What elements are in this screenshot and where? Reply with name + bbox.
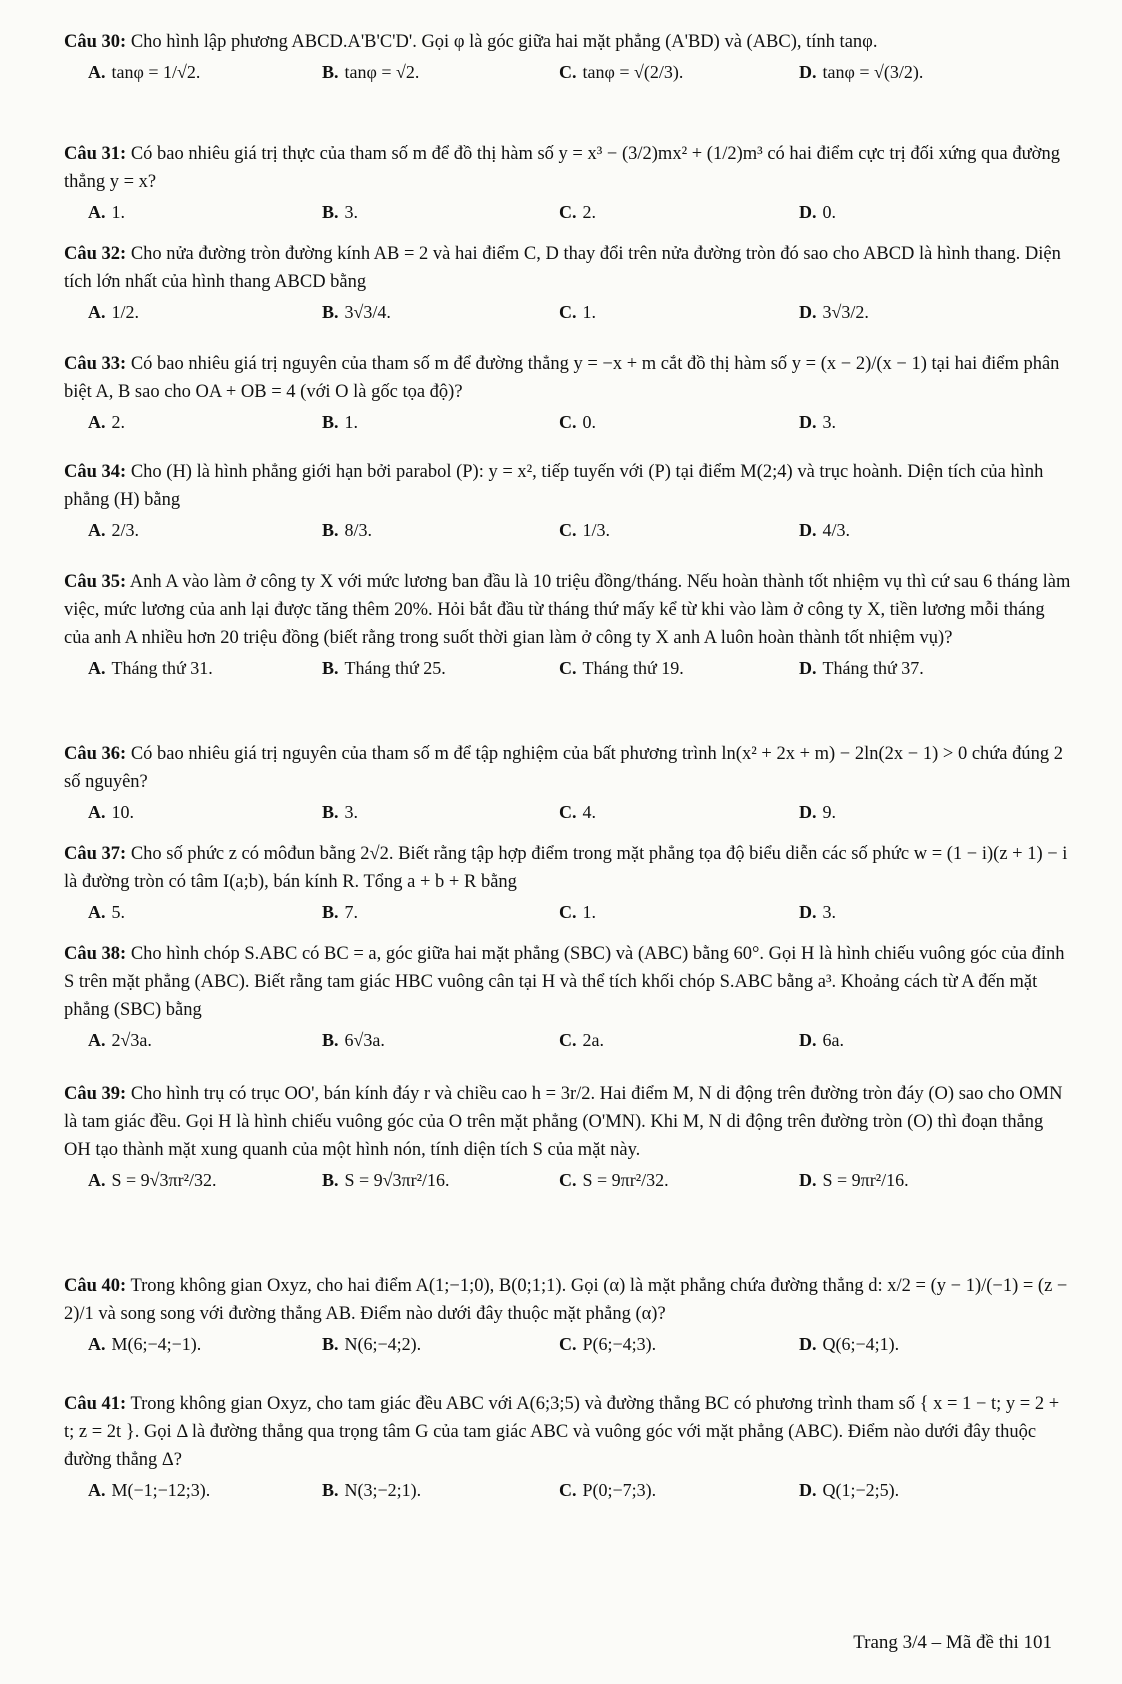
question-label: Câu 37: [64, 844, 127, 864]
question-text: Trong không gian Oxyz, cho hai điểm A(1;−1;0), B(0;1;1). Gọi (α) là mặt phẳng chứa đường thẳng d: x/2 = (y − 1)/(−1) = (z − 2)/1 và song song với đường thẳng AB. Điểm nào dưới đây thuộc mặt phẳng (α)? [64, 1276, 1068, 1324]
option-d[interactable]: D. Q(6;−4;1). [799, 1334, 900, 1354]
question-stem [64, 240, 1074, 296]
question-text: Anh A vào làm ở công ty X với mức lương ban đầu là 10 triệu đồng/tháng. Nếu hoàn thành tốt nhiệm vụ thì cứ sau 6 tháng làm việc, mức lương của anh lại được tăng thêm 20%. Hỏi bắt đầu từ tháng thứ mấy kể từ khi vào làm ở công ty X, tiền lương mỗi tháng của anh A nhiều hơn 20 triệu đồng (biết rằng trong suốt thời gian làm ở công ty X anh A luôn hoàn thành tốt nhiệm vụ)? [64, 572, 1071, 648]
option-b[interactable]: B. S = 9√3πr²/16. [322, 1170, 450, 1190]
question-39 [64, 1080, 1074, 1204]
question-text: Có bao nhiêu giá trị thực của tham số m để đồ thị hàm số y = x³ − (3/2)mx² + (1/2)m³ có hai điểm cực trị đối xứng qua đường thẳng y = x? [64, 144, 1060, 192]
question-34 [64, 458, 1074, 554]
option-c[interactable]: C. 4. [559, 802, 596, 822]
option-b[interactable]: B. Tháng thứ 25. [322, 658, 446, 678]
question-stem [64, 1390, 1074, 1474]
option-a[interactable]: A. 2/3. [88, 520, 140, 540]
question-text: Trong không gian Oxyz, cho tam giác đều ABC với A(6;3;5) và đường thẳng BC có phương trình tham số { x = 1 − t; y = 2 + t; z = 2t }. Gọi Δ là đường thẳng qua trọng tâm G của tam giác ABC và vuông góc với mặt phẳng (ABC). Điểm nào dưới đây thuộc đường thẳng Δ? [64, 1394, 1060, 1470]
question-label: Câu 33: [64, 354, 127, 374]
question-stem [64, 1080, 1074, 1164]
question-label: Câu 38: [64, 944, 127, 964]
option-d[interactable]: D. S = 9πr²/16. [799, 1170, 909, 1190]
question-32 [64, 240, 1074, 336]
question-stem [64, 458, 1074, 514]
option-a[interactable]: A. tanφ = 1/√2. [88, 62, 201, 82]
option-d[interactable]: D. tanφ = √(3/2). [799, 62, 924, 82]
question-text: Cho hình chóp S.ABC có BC = a, góc giữa hai mặt phẳng (SBC) và (ABC) bằng 60°. Gọi H là hình chiếu vuông góc của đỉnh S trên mặt phẳng (ABC). Biết rằng tam giác HBC vuông cân tại H và thể tích khối chóp S.ABC bằng a³. Khoảng cách từ A đến mặt phẳng (SBC) bằng [64, 944, 1065, 1020]
option-c[interactable]: C. P(6;−4;3). [559, 1334, 657, 1354]
question-label: Câu 41: [64, 1394, 127, 1414]
answer-options [64, 896, 1074, 936]
answer-options [64, 196, 1074, 236]
question-text: Cho (H) là hình phẳng giới hạn bởi parabol (P): y = x², tiếp tuyến với (P) tại điểm M(2;4) và trục hoành. Diện tích của hình phẳng (H) bằng [64, 462, 1044, 510]
question-41 [64, 1390, 1074, 1514]
option-d[interactable]: D. 3. [799, 902, 836, 922]
option-a[interactable]: A. 1/2. [88, 302, 140, 322]
question-stem [64, 1272, 1074, 1328]
option-c[interactable]: C. 2a. [559, 1030, 604, 1050]
option-d[interactable]: D. 6a. [799, 1030, 844, 1050]
page-footer: Trang 3/4 – Mã đề thi 101 [853, 1632, 1052, 1653]
option-c[interactable]: C. 1/3. [559, 520, 611, 540]
answer-options [64, 796, 1074, 836]
answer-options [64, 406, 1074, 446]
option-b[interactable]: B. 3. [322, 202, 359, 222]
option-c[interactable]: C. 0. [559, 412, 596, 432]
question-38 [64, 940, 1074, 1064]
option-d[interactable]: D. 3√3/2. [799, 302, 869, 322]
option-d[interactable]: D. Q(1;−2;5). [799, 1480, 900, 1500]
option-c[interactable]: C. P(0;−7;3). [559, 1480, 657, 1500]
option-d[interactable]: D. 4/3. [799, 520, 851, 540]
question-30 [64, 28, 1074, 96]
option-a[interactable]: A. Tháng thứ 31. [88, 658, 213, 678]
question-label: Câu 34: [64, 462, 127, 482]
question-40 [64, 1272, 1074, 1368]
option-a[interactable]: A. 2. [88, 412, 125, 432]
option-c[interactable]: C. 1. [559, 902, 596, 922]
question-text: Cho hình lập phương ABCD.A'B'C'D'. Gọi φ là góc giữa hai mặt phẳng (A'BD) và (ABC), tính tanφ. [130, 32, 878, 52]
option-a[interactable]: A. 5. [88, 902, 125, 922]
option-b[interactable]: B. 7. [322, 902, 359, 922]
question-text: Cho hình trụ có trục OO', bán kính đáy r và chiều cao h = 3r/2. Hai điểm M, N di động trên đường tròn đáy (O) sao cho OMN là tam giác đều. Gọi H là hình chiếu vuông góc của O trên mặt phẳng (O'MN). Khi M, N di động trên đường tròn (O) thì đoạn thẳng OH tạo thành mặt xung quanh của một hình nón, tính diện tích S của mặt này. [64, 1084, 1063, 1160]
option-c[interactable]: C. Tháng thứ 19. [559, 658, 684, 678]
answer-options [64, 296, 1074, 336]
option-b[interactable]: B. tanφ = √2. [322, 62, 420, 82]
question-stem [64, 940, 1074, 1024]
answer-options [64, 1164, 1074, 1204]
question-36 [64, 740, 1074, 836]
question-label: Câu 35: [64, 572, 127, 592]
question-text: Cho nửa đường tròn đường kính AB = 2 và hai điểm C, D thay đổi trên nửa đường tròn đó sao cho ABCD là hình thang. Diện tích lớn nhất của hình thang ABCD bằng [64, 244, 1061, 292]
question-label: Câu 32: [64, 244, 127, 264]
question-text: Có bao nhiêu giá trị nguyên của tham số m để đường thẳng y = −x + m cắt đồ thị hàm số y = (x − 2)/(x − 1) tại hai điểm phân biệt A, B sao cho OA + OB = 4 (với O là gốc tọa độ)? [64, 354, 1060, 402]
option-d[interactable]: D. 3. [799, 412, 836, 432]
question-stem [64, 568, 1074, 652]
answer-options [64, 514, 1074, 554]
question-37 [64, 840, 1074, 936]
question-31 [64, 140, 1074, 236]
question-label: Câu 31: [64, 144, 127, 164]
option-a[interactable]: A. S = 9√3πr²/32. [88, 1170, 217, 1190]
option-a[interactable]: A. 2√3a. [88, 1030, 152, 1050]
option-b[interactable]: B. 1. [322, 412, 359, 432]
option-a[interactable]: A. 10. [88, 802, 134, 822]
question-stem [64, 740, 1074, 796]
option-b[interactable]: B. 6√3a. [322, 1030, 385, 1050]
option-a[interactable]: A. 1. [88, 202, 125, 222]
answer-options [64, 1474, 1074, 1514]
question-stem [64, 28, 1074, 56]
question-stem [64, 840, 1074, 896]
option-a[interactable]: A. M(6;−4;−1). [88, 1334, 202, 1354]
option-a[interactable]: A. M(−1;−12;3). [88, 1480, 211, 1500]
question-33 [64, 350, 1074, 446]
option-c[interactable]: C. 2. [559, 202, 596, 222]
question-35 [64, 568, 1074, 692]
question-label: Câu 36: [64, 744, 127, 764]
option-c[interactable]: C. tanφ = √(2/3). [559, 62, 684, 82]
question-label: Câu 40: [64, 1276, 127, 1296]
option-c[interactable]: C. 1. [559, 302, 596, 322]
option-d[interactable]: D. Tháng thứ 37. [799, 658, 924, 678]
question-text: Có bao nhiêu giá trị nguyên của tham số m để tập nghiệm của bất phương trình ln(x² + 2x + m) − 2ln(2x − 1) > 0 chứa đúng 2 số nguyên? [64, 744, 1064, 792]
option-b[interactable]: B. 3√3/4. [322, 302, 391, 322]
answer-options [64, 652, 1074, 692]
option-b[interactable]: B. 8/3. [322, 520, 373, 540]
answer-options [64, 1328, 1074, 1368]
option-d[interactable]: D. 0. [799, 202, 836, 222]
question-label: Câu 30: [64, 32, 127, 52]
question-label: Câu 39: [64, 1084, 127, 1104]
question-stem [64, 140, 1074, 196]
answer-options [64, 56, 1074, 96]
option-c[interactable]: C. S = 9πr²/32. [559, 1170, 669, 1190]
question-text: Cho số phức z có môđun bằng 2√2. Biết rằng tập hợp điểm trong mặt phẳng tọa độ biểu diễn các số phức w = (1 − i)(z + 1) − i là đường tròn có tâm I(a;b), bán kính R. Tổng a + b + R bằng [64, 844, 1068, 892]
option-d[interactable]: D. 9. [799, 802, 836, 822]
option-b[interactable]: B. 3. [322, 802, 359, 822]
option-b[interactable]: B. N(3;−2;1). [322, 1480, 422, 1500]
option-b[interactable]: B. N(6;−4;2). [322, 1334, 422, 1354]
question-stem [64, 350, 1074, 406]
answer-options [64, 1024, 1074, 1064]
